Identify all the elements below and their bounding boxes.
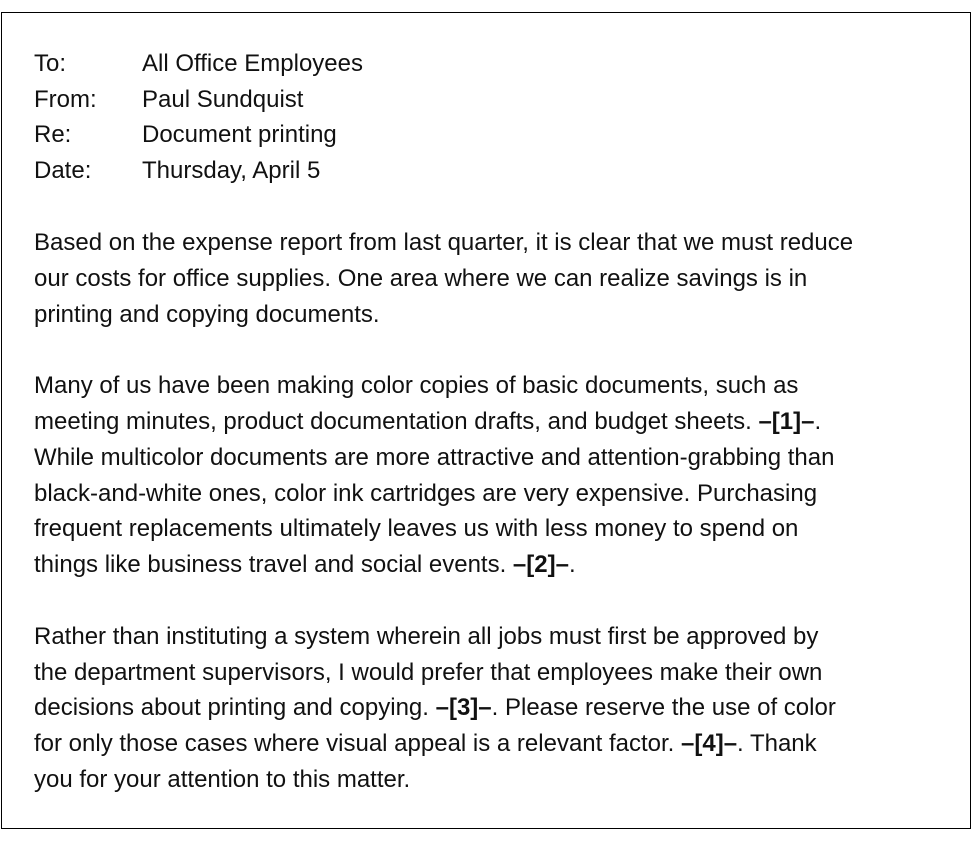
paragraph-3-line-4 [34,726,946,762]
re-value: Document printing [142,121,337,149]
paragraph-2-line-3: While multicolor documents are more attractive and attention-grabbing than [34,443,835,471]
paragraph-2-line-2-text: meeting minutes, product documentation drafts, and budget sheets. [34,407,759,435]
to-value: All Office Employees [142,50,363,77]
paragraph-2-line-4: black-and-white ones, color ink cartridges are very expensive. Purchasing [34,479,818,507]
paragraph-3-line-3-text: decisions about printing and copying. [34,694,436,722]
memo-body [34,225,946,834]
paragraph-2-line-2-punct: . [814,407,822,435]
paragraph-3-line-2: the department supervisors, I would prefer that employees make their own [34,658,823,686]
paragraph-3-line-3-tail: . Please reserve the use of color [491,694,836,722]
to-label: To: [34,50,67,77]
from-value: Paul Sundquist [142,85,304,113]
header-row-re [34,117,363,153]
re-label: Re: [34,121,72,149]
paragraph-1 [34,225,946,332]
paragraph-3-line-4-text: for only those cases where visual appeal is a relevant factor. [34,730,682,758]
date-label: Date: [34,157,92,185]
blank-marker-4: –[4]– [681,730,738,758]
header-row-to [34,46,363,82]
paragraph-2 [34,368,946,583]
blank-marker-3: –[3]– [435,694,492,722]
paragraph-2-line-6 [34,547,946,583]
date-value: Thursday, April 5 [142,157,321,185]
paragraph-3-line-3 [34,690,946,726]
paragraph-3-line-1: Rather than instituting a system wherein all jobs must first be approved by [34,622,819,650]
paragraph-2-line-6-punct: . [568,551,576,579]
paragraph-2-line-5: frequent replacements ultimately leaves us with less money to spend on [34,515,799,543]
header-row-from [34,82,363,118]
paragraph-1-line-2: our costs for office supplies. One area where we can realize savings is in [34,264,808,292]
paragraph-3-line-4-tail: . Thank [737,730,817,758]
paragraph-1-line-1: Based on the expense report from last quarter, it is clear that we must reduce [34,229,854,256]
blank-marker-1: –[1]– [758,407,815,435]
paragraph-1-line-3: printing and copying documents. [34,300,380,328]
paragraph-2-line-2 [34,404,946,440]
paragraph-3 [34,619,946,798]
blank-marker-2: –[2]– [512,551,569,579]
memo-header [34,46,363,189]
paragraph-3-line-5: you for your attention to this matter. [34,765,411,793]
from-label: From: [34,85,97,113]
paragraph-2-line-1: Many of us have been making color copies of basic documents, such as [34,372,799,400]
header-row-date [34,153,363,189]
paragraph-2-line-6-text: things like business travel and social events. [34,551,513,579]
